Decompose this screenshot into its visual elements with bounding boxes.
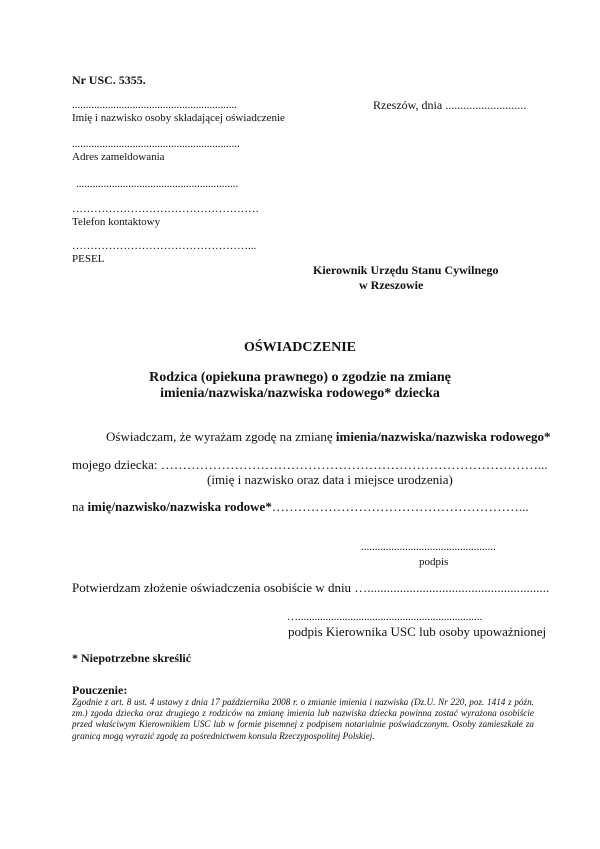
phone-dots-field[interactable]: …………………………………………… xyxy=(72,203,259,215)
address-dots-field[interactable]: ............................................................. xyxy=(72,138,240,150)
instruction-text: Zgodnie z art. 8 ust. 4 ustawy z dnia 17 października 2008 r. o zmianie imienia i nazwiska (Dz.U. Nr 220, poz. 1414 z późn. zm.) zgoda dziecka oraz drugiego z rodziców na zmianę imienia lub nazwiska dziecka powinna zostać wyrażona osobiście przed właściwym Kierownikiem USC lub w formie pisemnej z podpisem notarialnie poświadczonym. Osoby zamieszkałe za granicą mogą wyrazić zgodę za pośrednictwem konsula Rzeczypospolitej Polskiej. xyxy=(72,697,534,741)
signature-label: podpis xyxy=(419,556,449,568)
child-dots-field[interactable]: ……………………………………………………………………………... xyxy=(160,457,548,472)
pesel-dots-field[interactable]: …………………………………………... xyxy=(72,240,257,252)
child-hint: (imię i nazwisko oraz data i miejsce urodzenia) xyxy=(207,472,453,487)
document-number: Nr USC. 5355. xyxy=(72,73,146,87)
confirmation-line[interactable]: Potwierdzam złożenie oświadczenia osobiście w dniu …........................................................ xyxy=(72,580,550,595)
address-line2-dots-field[interactable]: ........................................................... xyxy=(76,178,239,190)
official-signature-label: podpis Kierownika USC lub osoby upoważnionej xyxy=(288,624,547,639)
document-title: OŚWIADCZENIE xyxy=(243,340,357,355)
pesel-label: PESEL xyxy=(72,253,105,265)
child-prefix: mojego dziecka: xyxy=(72,457,161,472)
declaration-bold: imienia/nazwiska/nazwiska rodowego* xyxy=(335,429,551,444)
addressee-line2: w Rzeszowie xyxy=(359,278,424,292)
signature-dots-field[interactable]: ................................................. xyxy=(361,541,496,553)
name-label: Imię i nazwisko osoby składającej oświadczenie xyxy=(72,112,285,124)
name-dots-field[interactable]: ............................................................ xyxy=(72,99,237,111)
addressee-line1: Kierownik Urzędu Stanu Cywilnego xyxy=(313,263,499,277)
declaration-line xyxy=(106,429,551,445)
new-name-line xyxy=(72,499,529,515)
new-name-bold: imię/nazwisko/nazwiska rodowe* xyxy=(87,499,272,514)
subtitle-line1: Rodzica (opiekuna prawnego) o zgodzie na zmianę xyxy=(149,370,451,385)
subtitle-line2: imienia/nazwiska/nazwiska rodowego* dziecka xyxy=(160,386,440,401)
child-line xyxy=(72,457,548,473)
phone-label: Telefon kontaktowy xyxy=(72,216,161,228)
new-name-prefix: na xyxy=(72,499,88,514)
instruction-title: Pouczenie: xyxy=(72,683,128,697)
address-label: Adres zameldowania xyxy=(72,151,165,163)
declaration-prefix: Oświadczam, że wyrażam zgodę na zmianę xyxy=(106,429,336,444)
place-date-field[interactable]: Rzeszów, dnia ........................... xyxy=(373,98,527,112)
official-signature-dots-field[interactable]: …................................................................... xyxy=(287,611,483,623)
new-name-dots-field[interactable]: …………………………………………………... xyxy=(271,499,529,514)
footnote: * Niepotrzebne skreślić xyxy=(72,651,192,665)
